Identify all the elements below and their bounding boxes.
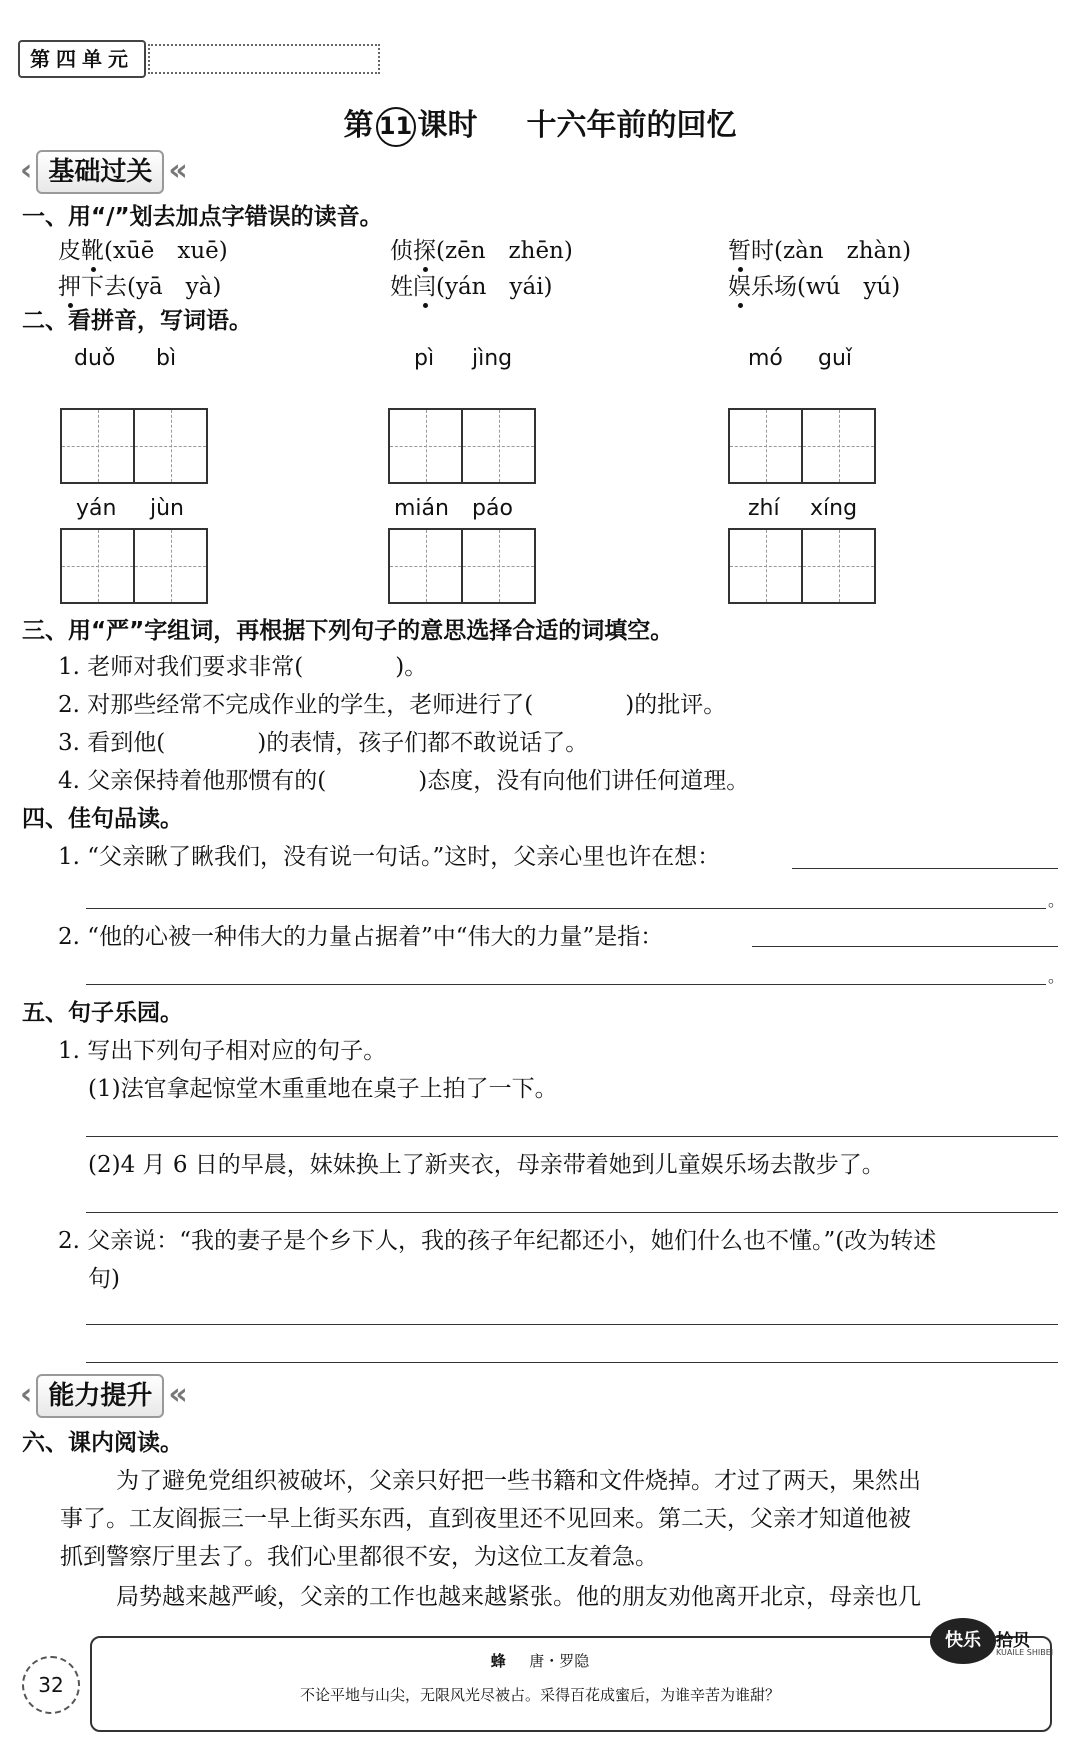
q5-heading: 五、句子乐园。 xyxy=(22,1000,183,1026)
q2-box-1[interactable] xyxy=(60,408,208,484)
brand-pinyin: KUAILE SHIBEI xyxy=(996,1648,1054,1657)
title-mid: 课时 xyxy=(417,108,478,143)
q5-sentence-2b: 句) xyxy=(88,1266,120,1292)
q6-heading: 六、课内阅读。 xyxy=(22,1430,183,1456)
lesson-title xyxy=(0,100,1080,147)
q4-end-mark-2: 。 xyxy=(1048,967,1065,986)
section-basic-label: 基础过关 xyxy=(36,150,164,194)
poem-text: 不论平地与山尖，无限风光尽被占。采得百花成蜜后，为谁辛苦为谁甜？ xyxy=(299,1686,780,1704)
q3-sentence-1: 1. 老师对我们要求非常( )。 xyxy=(58,654,428,680)
q6-paragraph-2-line-1: 局势越来越严峻，父亲的工作也越来越紧张。他的朋友劝他离开北京，母亲也几 xyxy=(116,1584,921,1610)
title-prefix: 第 xyxy=(343,108,374,143)
q2-py-5b: páo xyxy=(472,496,513,521)
q2-py-3a: mó xyxy=(748,346,783,371)
q6-paragraph-1-line-2: 事了。工友阎振三一早上街买东西，直到夜里还不见回来。第二天，父亲才知道他被 xyxy=(60,1506,911,1532)
q3-sentence-2: 2. 对那些经常不完成作业的学生，老师进行了( )的批评。 xyxy=(58,692,727,718)
chevron-left-icon: ‹ xyxy=(20,1377,33,1412)
q3-heading: 三、用“严”字组词，再根据下列句子的意思选择合适的词填空。 xyxy=(22,618,674,644)
q1-item-3: 暂时(zàn zhàn) xyxy=(728,238,912,264)
q4-heading: 四、佳句品读。 xyxy=(22,806,183,832)
q3-sentence-4: 4. 父亲保持着他那惯有的( )态度，没有向他们讲任何道理。 xyxy=(58,768,750,794)
double-chevron-left-icon: « xyxy=(168,153,188,188)
q2-py-1b: bì xyxy=(156,346,177,371)
q5-sentence-1a: (1)法官拿起惊堂木重重地在桌子上拍了一下。 xyxy=(88,1076,558,1102)
q1-item-2: 侦探(zēn zhēn) xyxy=(390,238,573,264)
q4-answer-line-2b[interactable] xyxy=(86,984,1046,985)
page-number: 32 xyxy=(22,1656,80,1714)
q2-box-2[interactable] xyxy=(388,408,536,484)
q4-end-mark-1: 。 xyxy=(1048,891,1065,910)
q1-heading: 一、用“/”划去加点字错误的读音。 xyxy=(22,204,383,230)
q2-heading: 二、看拼音，写词语。 xyxy=(22,308,252,334)
q1-item-1: 皮靴(xūē xuē) xyxy=(58,238,228,264)
q2-box-3[interactable] xyxy=(728,408,876,484)
q2-py-5a: mián xyxy=(394,496,449,521)
brand-name: 拾贝 xyxy=(996,1631,1030,1651)
q2-py-4a: yán xyxy=(76,496,117,521)
q1-item-5: 姓闫(yán yái) xyxy=(390,274,553,300)
q1-item-4: 押下去(yā yà) xyxy=(58,274,222,300)
unit-dotted-box xyxy=(148,44,380,74)
brand-badge: 快乐 xyxy=(930,1618,996,1664)
q6-paragraph-1-line-3: 抓到警察厅里去了。我们心里都很不安，为这位工友着急。 xyxy=(60,1544,658,1570)
q4-sentence-1: 1. “父亲瞅了瞅我们，没有说一句话。”这时，父亲心里也许在想： xyxy=(58,844,721,870)
q5-sentence-1b: (2)4 月 6 日的早晨，妹妹换上了新夹衣，母亲带着她到儿童娱乐场去散步了。 xyxy=(88,1152,885,1178)
section-ability-label: 能力提升 xyxy=(36,1374,164,1418)
q4-sentence-2: 2. “他的心被一种伟大的力量占据着”中“伟大的力量”是指： xyxy=(58,924,664,950)
q2-py-1a: duǒ xyxy=(74,346,116,371)
lesson-name: 十六年前的回忆 xyxy=(526,108,737,143)
q2-box-5[interactable] xyxy=(388,528,536,604)
q2-box-6[interactable] xyxy=(728,528,876,604)
q2-py-6b: xíng xyxy=(810,496,858,521)
q2-py-3b: guǐ xyxy=(818,346,853,371)
q5-answer-line-1[interactable] xyxy=(86,1136,1058,1137)
q5-answer-line-4[interactable] xyxy=(86,1362,1058,1363)
q5-answer-line-3[interactable] xyxy=(86,1324,1058,1325)
q2-py-6a: zhí xyxy=(748,496,780,521)
q2-box-4[interactable] xyxy=(60,528,208,604)
lesson-number: 11 xyxy=(376,107,416,147)
chevron-left-icon: ‹ xyxy=(20,153,33,188)
q2-py-2a: pì xyxy=(414,346,435,371)
q2-py-4b: jùn xyxy=(150,496,184,521)
poem-title: 蜂 xyxy=(490,1652,506,1670)
section-basic xyxy=(20,150,188,190)
q1-item-6: 娱乐场(wú yú) xyxy=(728,274,901,300)
q5-sentence-1: 1. 写出下列句子相对应的句子。 xyxy=(58,1038,387,1064)
q5-answer-line-2[interactable] xyxy=(86,1212,1058,1213)
q6-paragraph-1-line-1: 为了避免党组织被破坏，父亲只好把一些书籍和文件烧掉。才过了两天，果然出 xyxy=(116,1468,921,1494)
poem-author: 唐・罗隐 xyxy=(529,1652,590,1670)
q5-sentence-2a: 2. 父亲说：“我的妻子是个乡下人，我的孩子年纪都还小，她们什么也不懂。”(改为转述 xyxy=(58,1228,937,1254)
q2-py-2b: jìng xyxy=(472,346,513,371)
section-ability xyxy=(20,1374,188,1414)
q4-answer-line-1a[interactable] xyxy=(792,868,1058,869)
unit-tag: 第四单元 xyxy=(18,40,146,78)
q4-answer-line-2a[interactable] xyxy=(752,946,1058,947)
q4-answer-line-1b[interactable] xyxy=(86,908,1046,909)
poem-heading xyxy=(0,1650,1080,1671)
q3-sentence-3: 3. 看到他( )的表情，孩子们都不敢说话了。 xyxy=(58,730,589,756)
double-chevron-left-icon: « xyxy=(168,1377,188,1412)
